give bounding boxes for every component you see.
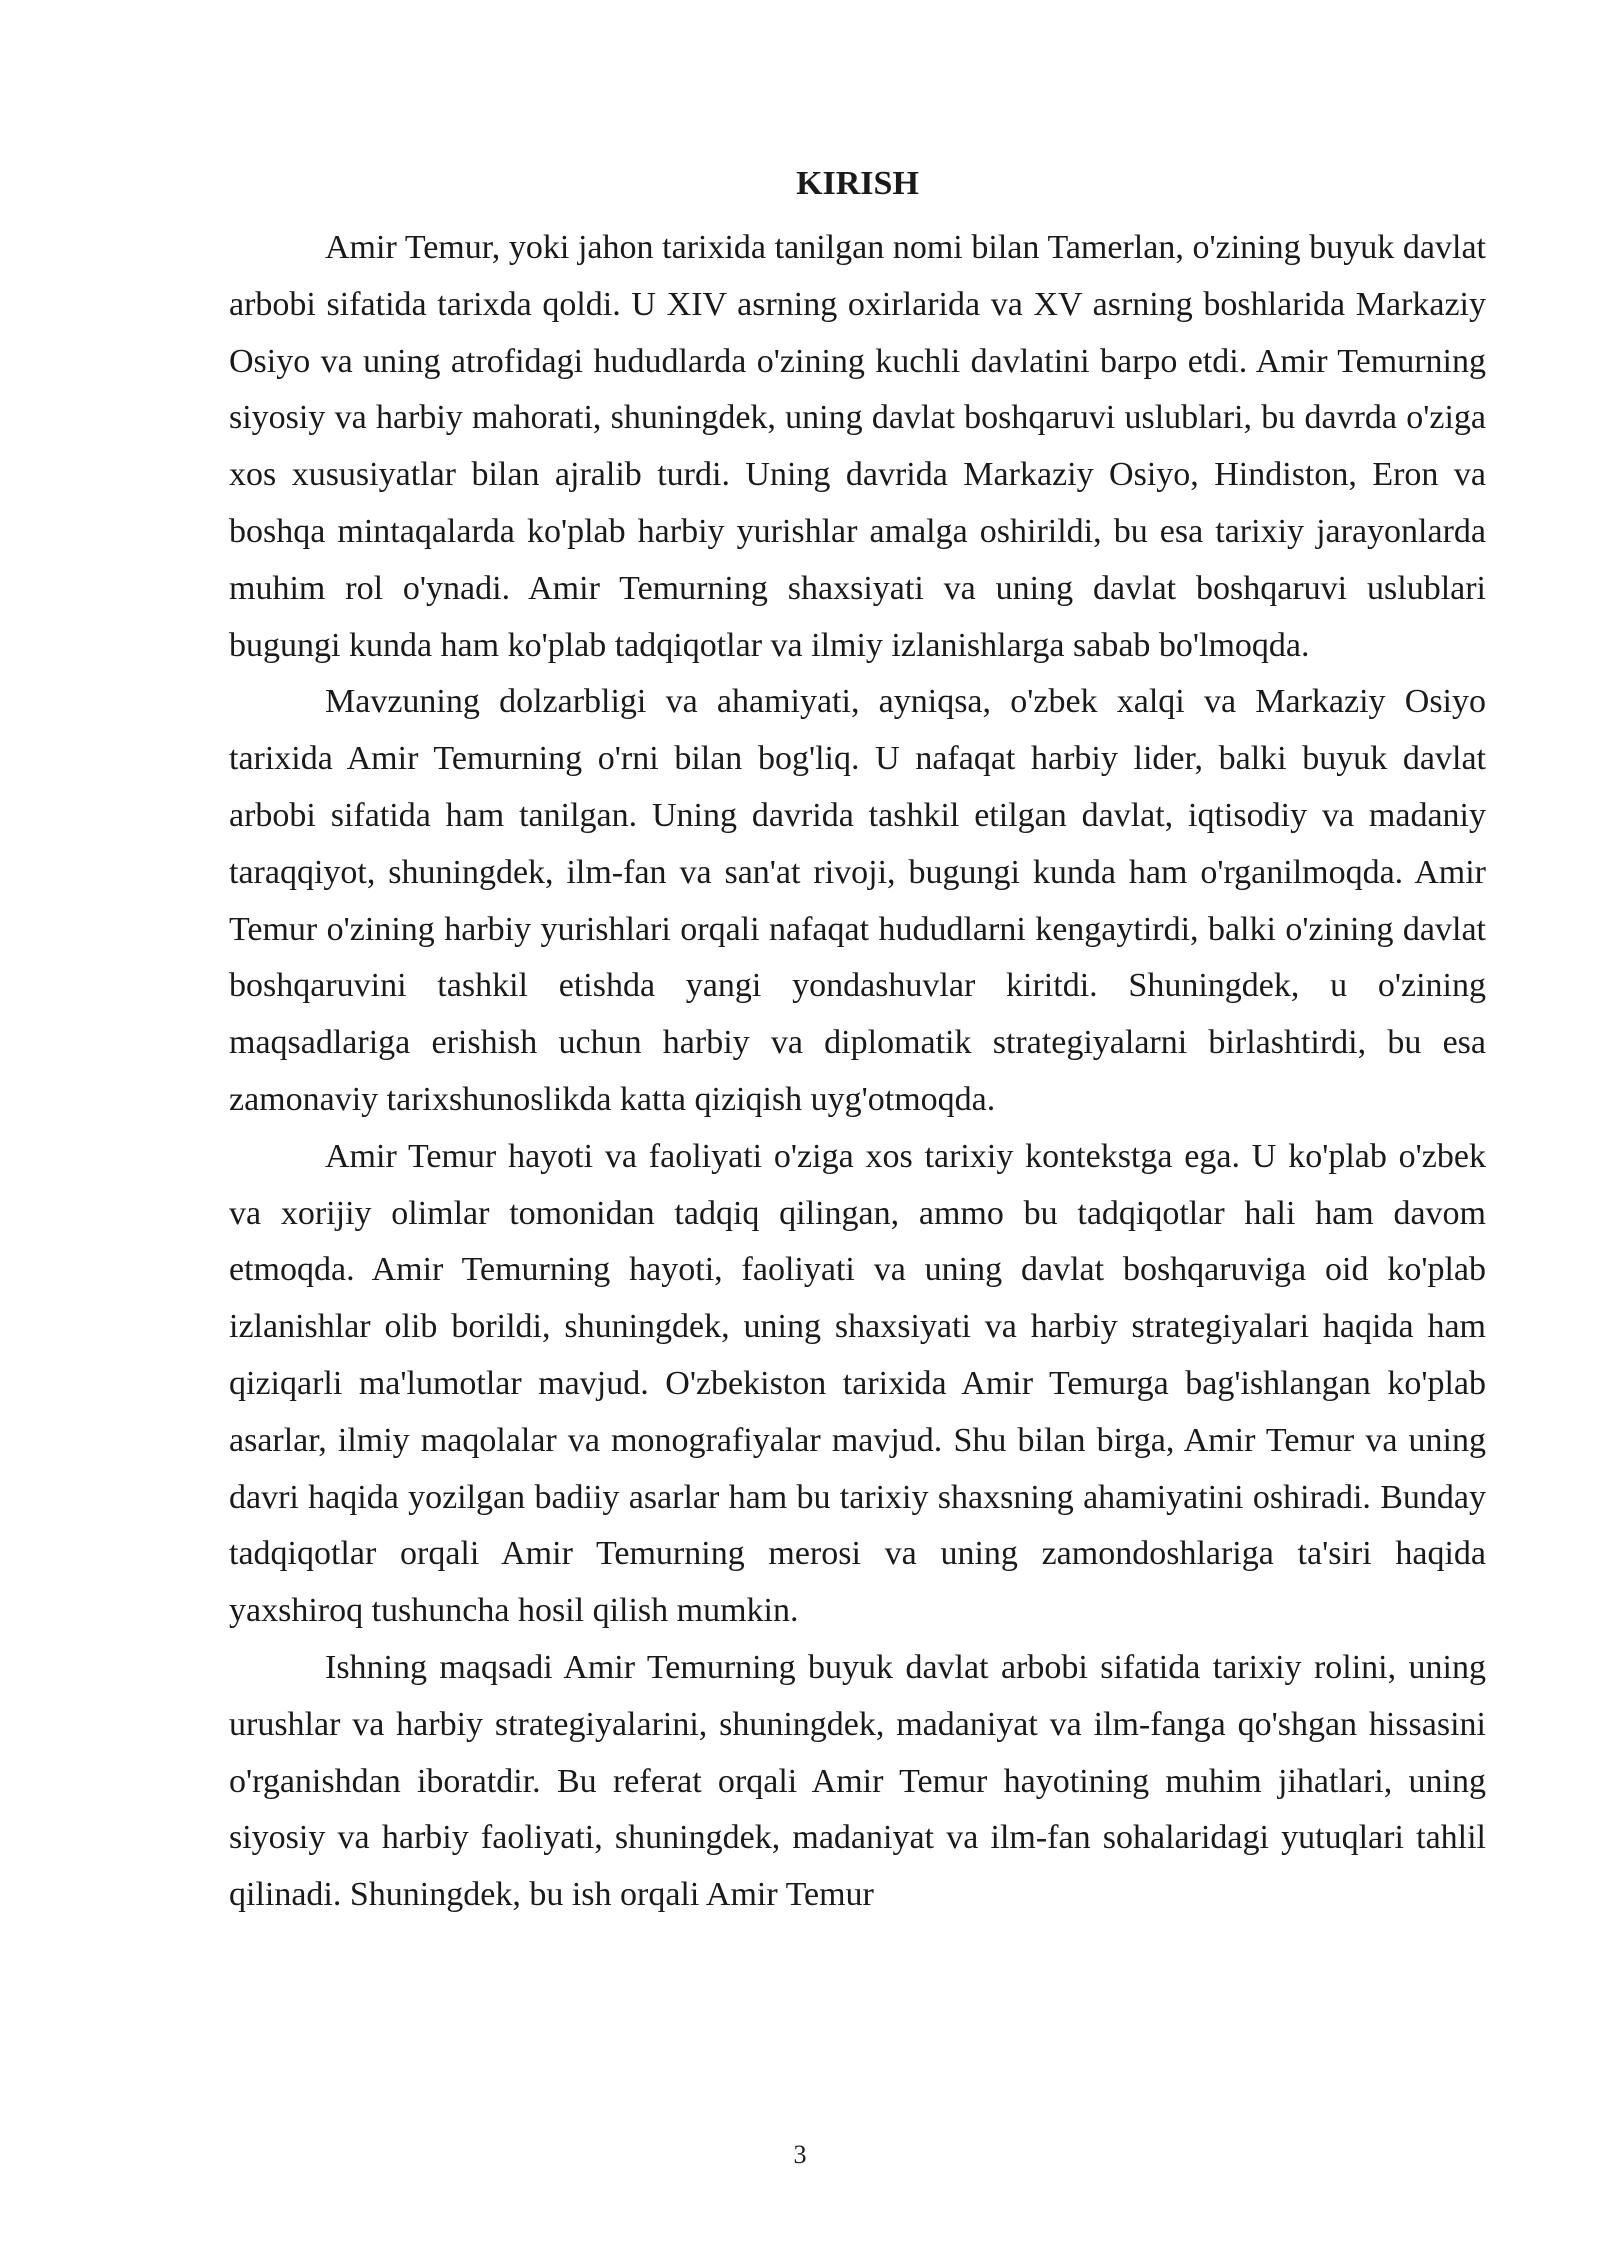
page-content bbox=[229, 164, 1486, 1924]
paragraph-relevance: Mavzuning dolzarbligi va ahamiyati, ayniqsa, o'zbek xalqi va Markaziy Osiyo tarixida Amir Temurning o'rni bilan bog'liq. U nafaqat harbiy lider, balki buyuk davlat arbobi sifatida ham tanilgan. Uning davrida tashkil etilgan davlat, iqtisodiy va madaniy taraqqiyot, shuningdek, ilm-fan va san'at rivoji, bugungi kunda ham o'rganilmoqda. Amir Temur o'zining harbiy yurishlari orqali nafaqat hududlarni kengaytirdi, balki o'zining davlat boshqaruvini tashkil etishda yangi yondashuvlar kiritdi. Shuningdek, u o'zining maqsadlariga erishish uchun harbiy va diplomatik strategiyalarni birlashtirdi, bu esa zamonaviy tarixshunoslikda katta qiziqish uyg'otmoqda. bbox=[229, 683, 1486, 1118]
paragraph-intro: Amir Temur, yoki jahon tarixida tanilgan nomi bilan Tamerlan, o'zining buyuk davlat arbobi sifatida tarixda qoldi. U XIV asrning oxirlarida va XV asrning boshlarida Markaziy Osiyo va uning atrofidagi hududlarda o'zining kuchli davlatini barpo etdi. Amir Temurning siyosiy va harbiy mahorati, shuningdek, uning davlat boshqaruvi uslublari, bu davrda o'ziga xos xususiyatlar bilan ajralib turdi. Uning davrida Markaziy Osiyo, Hindiston, Eron va boshqa mintaqalarda ko'plab harbiy yurishlar amalga oshirildi, bu esa tarixiy jarayonlarda muhim rol o'ynadi. Amir Temurning shaxsiyati va uning davlat boshqaruvi uslublari bugungi kunda ham ko'plab tadqiqotlar va ilmiy izlanishlarga sabab bo'lmoqda. bbox=[229, 229, 1486, 664]
paragraph-context: Amir Temur hayoti va faoliyati o'ziga xos tarixiy kontekstga ega. U ko'plab o'zbek va xorijiy olimlar tomonidan tadqiq qilingan, ammo bu tadqiqotlar hali ham davom etmoqda. Amir Temurning hayoti, faoliyati va uning davlat boshqaruviga oid ko'plab izlanishlar olib borildi, shuningdek, uning shaxsiyati va harbiy strategiyalari haqida ham qiziqarli ma'lumotlar mavjud. O'zbekiston tarixida Amir Temurga bag'ishlangan ko'plab asarlar, ilmiy maqolalar va monografiyalar mavjud. Shu bilan birga, Amir Temur va uning davri haqida yozilgan badiiy asarlar ham bu tarixiy shaxsning ahamiyatini oshiradi. Bunday tadqiqotlar orqali Amir Temurning merosi va uning zamondoshlariga ta'siri haqida yaxshiroq tushuncha hosil qilish mumkin. bbox=[229, 1137, 1486, 1630]
paragraph-purpose: Ishning maqsadi Amir Temurning buyuk davlat arbobi sifatida tarixiy rolini, uning urushlar va harbiy strategiyalarini, shuningdek, madaniyat va ilm-fanga qo'shgan hissasini o'rganishdan iboratdir. Bu referat orqali Amir Temur hayotining muhim jihatlari, uning siyosiy va harbiy faoliyati, shuningdek, madaniyat va ilm-fan sohalaridagi yutuqlari tahlil qilinadi. Shuningdek, bu ish orqali Amir Temur bbox=[229, 1648, 1486, 1914]
page-number: 3 bbox=[793, 2140, 807, 2169]
section-title: KIRISH bbox=[796, 165, 919, 202]
